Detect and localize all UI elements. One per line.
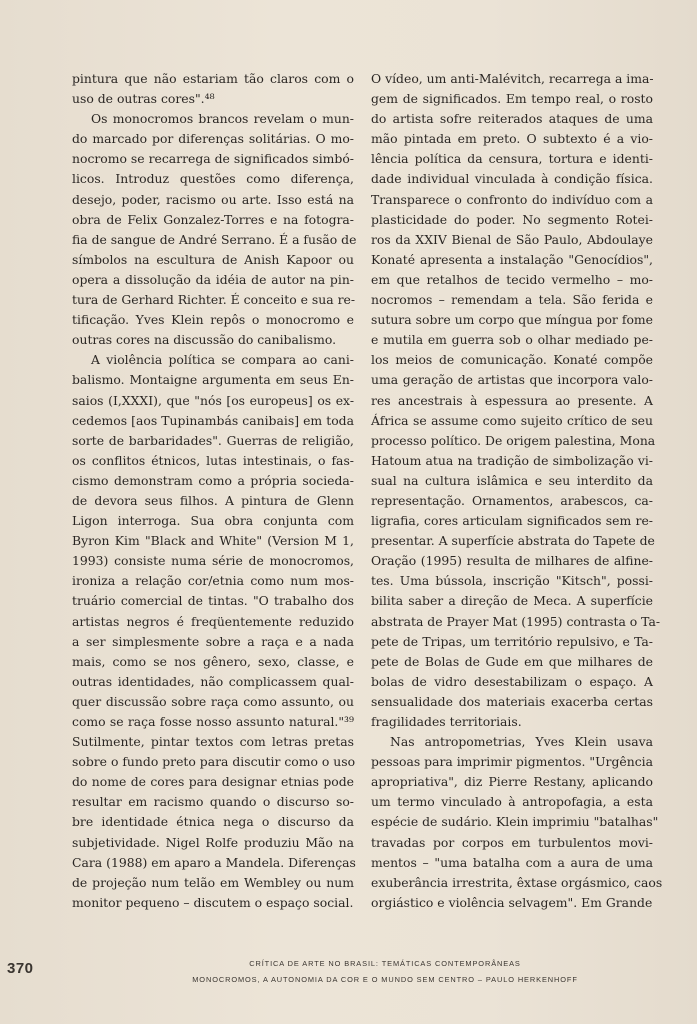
text-line: subjetividade. Nigel Rolfe produziu Mão na <box>72 834 354 850</box>
text-line: processo político. De origem palestina, Mona <box>371 432 656 448</box>
text-line: e mutila em guerra sob o olhar mediado pe- <box>371 332 653 348</box>
text-line: tes. Uma bússola, inscrição "Kitsch", possi- <box>371 573 653 589</box>
text-line: artistas negros é freqüentemente reduzido <box>72 613 354 629</box>
text-line: sensualidade dos materiais exacerba certas <box>371 693 653 709</box>
text-line: de projeção num telão em Wembley ou num <box>72 874 354 890</box>
text-line: outras identidades, não complicassem qual- <box>72 673 354 689</box>
text-line: Byron Kim "Black and White" (Version M 1, <box>72 533 354 549</box>
text-line: do artista sofre reiterados ataques de uma <box>371 111 653 127</box>
text-line: Sutilmente, pintar textos com letras pretas <box>72 734 354 750</box>
text-line: balismo. Montaigne argumenta em seus En- <box>72 372 354 388</box>
text-line: lência política da censura, tortura e identi- <box>371 151 653 167</box>
text-line: espécie de sudário. Klein imprimiu "batalhas" <box>371 814 659 830</box>
text-line: desejo, poder, racismo ou arte. Isso está na <box>72 191 354 207</box>
running-header-chapter: MONOCROMOS, A AUTONOMIA DA COR E O MUNDO SEM CENTRO – PAULO HERKENHOFF <box>192 975 578 984</box>
text-line: mais, como se nos gênero, sexo, classe, e <box>72 653 354 669</box>
text-line: dade individual vinculada à condição física. <box>371 171 653 187</box>
text-line: Transparece o confronto do indivíduo com a <box>371 191 653 207</box>
text-line: obra de Felix Gonzalez-Torres e na fotogra- <box>72 211 354 227</box>
text-line: a ser simplesmente sobre a raça e a nada <box>72 633 354 649</box>
text-line: ros da XXIV Bienal de São Paulo, Abdoulaye <box>371 231 653 247</box>
text-line: gem de significados. Em tempo real, o rosto <box>371 91 653 107</box>
text-line: os conflitos étnicos, lutas intestinais, o fas- <box>72 452 354 468</box>
text-line: de devora seus filhos. A pintura de Glenn <box>72 492 354 508</box>
text-line: uma geração de artistas que incorpora valo- <box>371 372 653 388</box>
text-line: apropriativa", diz Pierre Restany, aplicando <box>371 774 653 790</box>
text-line: pete de Tripas, um território repulsivo, e Ta- <box>371 633 653 649</box>
text-line: uso de outras cores".⁴⁸ <box>72 91 215 107</box>
text-line: nocromos – remendam a tela. São ferida e <box>371 292 653 308</box>
text-line: quer discussão sobre raça como assunto, ou <box>72 693 354 709</box>
text-line: mão pintada em preto. O subtexto é a vio- <box>371 131 653 147</box>
text-line: licos. Introduz questões como diferença, <box>72 171 354 187</box>
text-line: sorte de barbaridades". Guerras de religião, <box>72 432 354 448</box>
text-line: do nome de cores para designar etnias pode <box>72 774 354 790</box>
text-line: 1993) consiste numa série de monocromos, <box>72 553 354 569</box>
text-line: sual na cultura islâmica e seu interdito da <box>371 472 653 488</box>
text-line: Os monocromos brancos revelam o mun- <box>91 111 354 127</box>
text-line: abstrata de Prayer Mat (1995) contrasta o Ta- <box>371 613 661 629</box>
text-line: representação. Ornamentos, arabescos, ca- <box>371 492 653 508</box>
text-line: orgiástico e violência selvagem". Em Grande <box>371 894 653 910</box>
text-column-left <box>72 69 357 913</box>
text-line: resultar em racismo quando o discurso so- <box>72 794 354 810</box>
text-line: travadas por corpos em turbulentos movi- <box>371 834 653 850</box>
text-line: fragilidades territoriais. <box>371 714 522 729</box>
text-line: saios (I,XXXI), que "nós [os europeus] os ex- <box>72 392 354 408</box>
text-line: outras cores na discussão do canibalismo. <box>72 332 337 348</box>
text-line: truário comercial de tintas. "O trabalho dos <box>72 593 354 609</box>
text-line: como se raça fosse nosso assunto natural."³⁹ <box>72 714 354 729</box>
text-line: Ligon interroga. Sua obra conjunta com <box>72 513 354 529</box>
text-line: Oração (1995) resulta de milhares de alfine- <box>371 553 653 569</box>
text-line: ligrafia, cores articulam significados sem re- <box>371 513 653 529</box>
text-line: tura de Gerhard Richter. É conceito e sua re- <box>72 292 356 308</box>
text-line: opera a dissolução da idéia de autor na pin- <box>72 271 354 287</box>
text-line: do marcado por diferenças solitárias. O mo- <box>72 131 354 147</box>
text-line: presentar. A superfície abstrata do Tapete de <box>371 533 655 549</box>
running-header-book-title: CRÍTICA DE ARTE NO BRASIL: TEMÁTICAS CONTEMPORÂNEAS <box>249 959 521 968</box>
text-line: bilita saber a direção de Meca. A superfície <box>371 593 653 609</box>
text-line: África se assume como sujeito crítico de seu <box>371 412 653 428</box>
text-line: sutura sobre um corpo que míngua por fome <box>371 312 653 328</box>
text-line: Nas antropometrias, Yves Klein usava <box>390 734 653 750</box>
text-line: símbolos na escultura de Anish Kapoor ou <box>72 251 354 267</box>
text-line: ironiza a relação cor/etnia como num mos- <box>72 573 354 589</box>
text-line: pintura que não estariam tão claros com o <box>72 71 354 86</box>
text-line: plasticidade do poder. No segmento Rotei- <box>371 211 653 227</box>
text-line: A violência política se compara ao cani- <box>91 352 354 368</box>
text-line: Konaté apresenta a instalação "Genocídios", <box>371 251 653 267</box>
text-line: cedemos [aos Tupinambás canibais] em toda <box>72 412 354 428</box>
text-line: nocromo se recarrega de significados simbó- <box>72 151 354 167</box>
text-line: fia de sangue de André Serrano. É a fusão de <box>72 231 357 247</box>
text-line: mentos – "uma batalha com a aura de uma <box>371 854 653 870</box>
text-line: los meios de comunicação. Konaté compõe <box>371 352 653 368</box>
text-line: res ancestrais à espessura ao presente. A <box>371 392 653 408</box>
text-line: em que retalhos de tecido vermelho – mo- <box>371 271 653 287</box>
text-line: exuberância irrestrita, êxtase orgásmico, caos <box>371 874 663 890</box>
text-line: bolas de vidro desestabilizam o espaço. A <box>371 673 653 689</box>
text-column-right <box>371 69 663 913</box>
text-line: Hatoum atua na tradição de simbolização vi- <box>371 452 653 468</box>
text-line: O vídeo, um anti-Malévitch, recarrega a ima- <box>371 71 654 86</box>
text-line: pete de Bolas de Gude em que milhares de <box>371 653 653 669</box>
text-line: um termo vinculado à antropofagia, a esta <box>371 794 653 810</box>
text-line: pessoas para imprimir pigmentos. "Urgência <box>371 754 653 770</box>
text-line: tificação. Yves Klein repôs o monocromo e <box>72 312 354 328</box>
page-number: 370 <box>7 960 34 977</box>
text-line: monitor pequeno – discutem o espaço social. <box>72 894 354 910</box>
text-line: cismo demonstram como a própria socieda- <box>72 472 354 488</box>
text-line: bre identidade étnica nega o discurso da <box>72 814 354 830</box>
text-line: sobre o fundo preto para discutir como o uso <box>72 754 356 770</box>
text-line: Cara (1988) em aparo a Mandela. Diferenças <box>72 854 356 870</box>
